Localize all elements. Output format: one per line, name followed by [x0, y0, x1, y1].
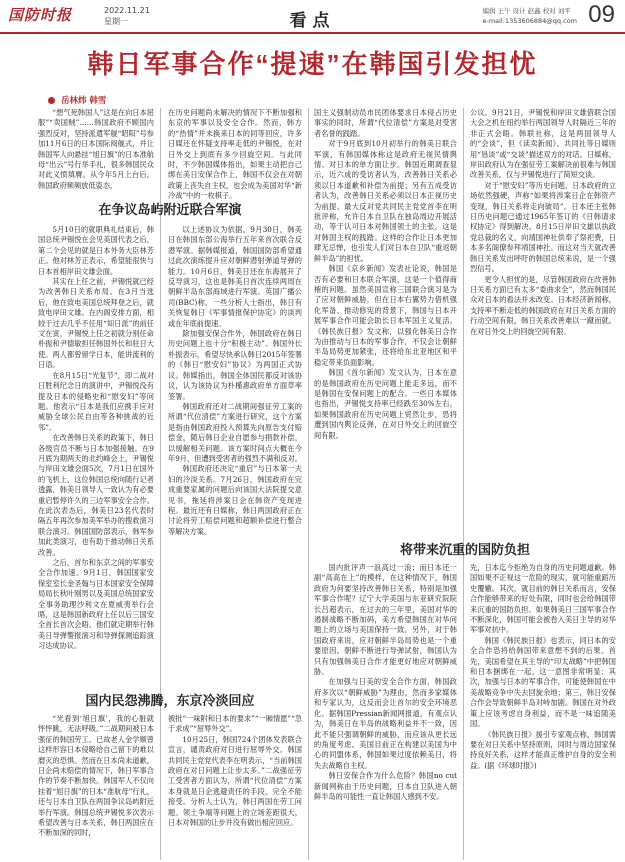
section1-paragraph: 韩国政府还决定“重启”与日本第一夫妇的冷淡关系。7月26日，韩国政府在完成重要家属的问题后向该国大法院提交意见书，拖延将涉案日企在韩资产变现进程。最近还有日媒称，韩日两国政府正在讨论将劳工赔偿问题和超额补偿进行整合等解决方案。	[168, 464, 302, 536]
newspaper-logo: 国防时报	[8, 6, 73, 24]
section3-paragraph: 《韩民族日报》援引专家观点称，韩国需要在对日关系中坚持原则，同时与周边国家保持良好关系，这样才能真正维护自身的安全利益。(据《环球时报》)	[470, 729, 616, 770]
section2-column-a	[38, 714, 154, 858]
column3-paragraph: 韩国《京乡新闻》发表社论说，韩国是否有必要和日本联合军演，这是一个值得商榷的问题。虽然美国宣称三国联合演习是为了应对朝鲜威胁，但在日本右翼势力借机强化军备、推动修宪的背景下，韩国与日本开展军事合作可能会助长日本军国主义复活。《韩民族日报》发文称，以强化韩美日合作为由推动与日本的军事合作，不仅会让朝鲜半岛局势更加紧张，还将给东北亚地区和平稳定带来负面影响。	[314, 264, 457, 367]
section1-paragraph: 其实在上任之前，尹锡悦就已经为改善韩日关系布局。在3月当选后，他在致电美国总统拜登之后，就致电岸田文雄。在内阁安排方面，相较于过去几乎不任用“知日派”的前任文在寅，尹锡悦上任之初就分别任命朴振和尹德敏担任韩国外长和驻日大使。两人都曾留学日本，能讲流利的日语。	[38, 277, 154, 370]
section3-column-a	[314, 563, 457, 858]
byline-bullet-icon	[48, 97, 55, 104]
section2-paragraph: “光看到‘旭日旗’，我的心脏就怦怦跳，无法呼吸。”二战期间被日本强征的韩国劳工、已故老人金学顺曾这样形容日本侵略给自己留下的难以磨灭的恐惧。然而在日本尚未道歉，日企尚未赔偿的情况下，韩日军事合作的节奏不断加快。韩国军人不仅向挂着“旭日旗”的日本“准航母”行礼，还与日本自卫队在两国争议岛屿附近举行军演。韩国总统尹锡悦多次表示希望改善与日本关系，韩日两国应在不断加深的同时，	[38, 714, 154, 838]
section-title-1: 在争议岛屿附近联合军演	[98, 202, 242, 217]
column-rule	[463, 108, 464, 860]
column3-paragraph: 韩国《首尔新闻》发文认为，日本在意的是韩国政府在历史问题上能走多远，而不是韩国在安保问题上的配合。一些日本媒体也指出，尹锡悦支持率已经跌至30%左右，如果韩国政府在历史问题上贸然让步，恐将遭到国内舆论反弹，在对日外交上的回旋空间有限。	[314, 368, 457, 440]
section3-paragraph: 韩日安保合作为什么危险？韩国no cut新闻网称由于历史问题，日本自卫队进入朝鲜半岛的可能性一直让韩国人感到不安。	[314, 771, 457, 801]
section-name: 看点	[289, 11, 336, 31]
byline	[48, 94, 106, 106]
section3-paragraph: 在加强与日美的安全合作方面，韩国政府多次以“朝鲜威胁”为理由，然而多家媒体和专家认为，这反而会让首尔的安全环境恶化。据韩国Pressian新闻网报道，有观点认为，韩美日在半岛的战略利益并不一致，因此不能只强调朝鲜的威胁，而应该从更长远的角度考虑。美国目前正在构建以美国为中心的同盟体系，韩国如果过度依赖美日，将失去战略自主权。	[314, 677, 457, 770]
section1-paragraph: 韩国政府还对二战期间强征劳工案的所谓“代位清偿”方案进行研究，这个方案是指由韩国政府投入预算先向原告支付赔偿金，随后韩日企业自愿参与捐款补偿，以缓解相关问题。该方案时间点大概在今年9月，但遭到受害者的强烈不满和反对。	[168, 401, 302, 463]
section1-paragraph: 在8月15日“光复节”，即二战对日胜利纪念日的演讲中，尹锡悦没有提及日本的侵略史和“慰安妇”等问题。他表示“日本是我们应携手应对威胁全球公民自由等各种挑战的近邻”。	[38, 370, 154, 432]
section1-paragraph: 在改善韩日关系的政策下，韩日各级官员不断与日本加强接触。在9月底为期两天的北约峰会上，尹锡悦与岸田文雄会面5次，7月1日在国外的飞机上，这位韩国总统向随行记者透露，韩美日领导人一致认为有必要重启暂停许久的三边军事安全合作。在此次表态后，韩美日23名代表时隔五年再次参加美军举办的搜救演习联合演习。韩国国防部表示，韩军参加此类演习，也有助于推动韩日关系改善。	[38, 433, 154, 557]
section3-paragraph: 国内批评声一浪高过一浪；而日本还一副“高高在上”的模样，在这种情况下，韩国政府为何要坚持改善韩日关系，特别是加强军事合作呢？辽宁大学美国与东亚研究院院长吕超表示，在过去的三年里，美国对华的遏制战略不断加码，美方希望韩国在对华问题上的立场与美国保持一致。另外，对于韩国政府来说，应对朝鲜半岛局势也是一个重要原因。朝鲜不断进行导弹试射，韩国认为只有加强韩美日合作才能更好地应对朝鲜威胁。	[314, 563, 457, 677]
section2-paragraph: 10月25日，韩国724个团体发表联合宣言，谴责政府对日进行屈辱外交。韩国共同民主党党代表李在明表示，“当前韩国政府在对日问题上让步太多。”二战强征劳工受害者方面认为，所谓“代位清偿”方案本身就是日企逃避责任的手段，完全不能接受。分析人士认为，韩日两国在劳工问题、领土争端等问题上的立场差距很大，日本对韩国的让步并没有做出相应回应。	[168, 734, 302, 828]
column4-paragraph: 对于“慰安妇”等历史问题，日本政府的立场依然强硬，声称“如果将涉案日企在韩资产变现，韩日关系将走向破局”。日本还主张韩日历史问题已通过1965年签订的《日韩请求权协定》得到解决。8月15日岸田文雄以执政党总裁的名义，向靖国神社供奉了祭祀费，日本多名阁僚参拜靖国神社。而这对当天就改善韩日关系发出呼吁的韩国总统来说，是一个强烈信号。	[470, 180, 616, 274]
section1-paragraph: 之后，首尔和东京之间的军事安全合作加速。9月1日，韩国国家安保室室长金圣翰与日本国家安全保障局局长秋叶刚男以及美国总统国家安全事务助理沙利文在夏威夷举行会晤，这是韩国新政府上任以后三国安全首长首次会晤。他们就定期举行韩美日导弹警报演习和导弹探测追踪演习达成协议。	[38, 558, 154, 651]
section2-paragraph: 被批“一味附和日本的要求”“一厢情愿”“急于求成”“屈辱外交”。	[168, 714, 302, 734]
editor-credits	[482, 6, 577, 26]
column-rule	[308, 108, 309, 860]
section1-paragraph: 5月10日的就职典礼结束后，韩国总统尹锡悦在会见美国代表之后，第二个会见的就是日本外务大臣林芳正。他对林芳正表示，希望能很快与日本首相岸田文雄会面。	[38, 225, 154, 276]
section-title-3: 将带来沉重的国防负担	[399, 542, 530, 557]
column4-body	[470, 108, 616, 530]
article-intro	[38, 108, 154, 192]
page-number: 09	[588, 1, 615, 28]
byline-authors: 岳林炜 韩雪	[60, 96, 107, 106]
column4-paragraph: 公议。9月21日，尹锡悦和岸田文雄借联合国大会之机在纽约举行两国领导人时隔近三年的非正式会晤。韩联社称，这是两国领导人的“会谈”，但《读卖新闻》、共同社等日媒则用“恳谈”或“交谈”描述双方的对话。日媒称，岸田政府认为在强征劳工案解决前很难与韩国改善关系，仅与尹锡悦进行了简短交谈。	[470, 108, 616, 180]
section-title-2: 国内民怨沸腾，东京冷淡回应	[85, 693, 255, 708]
editor-email: e-mail:1353606884@qq.com	[482, 17, 577, 25]
section1-paragraph: 以上述协议为依据，9月30日，韩美日在韩国东部公海举行五年来首次联合反潜军演。据韩媒报道，韩国国防部希望通过此次演练提升应对朝鲜潜射弹道导弹的能力。10月6日，韩美日还在东海展开了反导演习，这也是韩美日首次连续两周在朝鲜半岛东部海域进行军演。英国广播公司(BBC)称，一些分析人士指出，韩日有关恢复韩日《军事情报保护协定》的谈判或在年底前提速。	[168, 225, 302, 328]
section3-paragraph: 先，日本迄今拒绝为自身的历史问题道歉。韩国如果不正视这一危险的现实，就可能重蹈历史覆辙。其次，就目前的韩日关系而言，安保合作能够带来的好处有限，同时也会给韩国带来沉重的国防负担。如果韩美日三国军事合作不断深化，韩国可能会被卷入美日主导的对华军事对抗中。	[470, 563, 616, 635]
column-rule	[160, 108, 161, 860]
column3-paragraph: 对于9月底到10月初举行的韩美日联合军演，有韩国媒体称这是政府无视民情舆情、对日本的单方面让步。韩国近期调查显示，近六成的受访者认为，改善韩日关系必须以日本道歉和补偿为前提；另有五成受访者认为，改善韩日关系必须以日本正视历史为前提。最大反对党共同民主党党首李在明批评称，允许日本自卫队在独岛周边开展活动，等于认可日本对韩国领土的主张，这是对韩国主权的践踏。这样的合作让日本更加肆无忌惮，也引发人们对日本自卫队“重返朝鲜半岛”的担忧。	[314, 139, 457, 263]
column4-paragraph: 更令人担忧的是，尽管韩国政府在改善韩日关系方面已有太多“委曲求全”，然而韩国民众对日本的看法并未改变。日本经济新闻称，支持率不断走低的韩国政府在对日关系方面的行动空间有限，韩日关系改善难以一蹴而就。在对日外交上的回旋空间有限。	[470, 274, 616, 336]
column3-paragraph: 国主义强制动员市民团体要求日本侵占历史事实的同时，所谓“代位清偿”方案是对受害者名誉的践踏。	[314, 108, 457, 138]
section3-paragraph: 韩国《韩民族日报》也表示，同日本的安全合作恐将给韩国带来意想不到的后果。首先，美国希望在其主导的“印太战略”中把韩国和日本捆绑在一起，这一意图非常明显；其次，加强与日本的军事合作，可能使韩国在中美战略竞争中失去回旋余地；第三，韩日安保合作会导致朝鲜半岛对峙加剧。韩国在对外政策上应该考虑自身利益，而不是一味追随美国。	[470, 635, 616, 729]
article-headline: 韩日军事合作“提速”在韩国引发担忧	[87, 49, 538, 79]
section1-column-b	[168, 225, 302, 683]
intro-paragraph: “想气死韩国人”这是在向日本屈服”“卖国贼”……韩国政府不顾国内强烈反对，坚持派遣军舰“昭阳”号参加11月6日的日本国际阅舰式，并让韩国军人向悬挂“旭日旗”的日本准航母“出云”号行举手礼，很多韩国民众对此义愤填膺。从今年5月上台后，韩国政府频频放低姿态，	[38, 108, 154, 190]
section1-column-a	[38, 225, 154, 683]
editor-line: 编辑 王午 设计 赵鑫 校对 刘平	[482, 7, 571, 15]
issue-date: 2022.11.21	[104, 6, 150, 15]
section1-paragraph: 除加强安保合作外，韩国政府在韩日历史问题上也十分“积极主动”。韩国外长朴振表示，希望尽快承认韩日2015年签署的《韩日“慰安妇”协议》为两国正式协议。韩媒指出，韩国全体国民都反对该协议，认为该协议为朴槿惠政府单方面草率签署。	[168, 329, 302, 401]
issue-weekday: 星期一	[104, 17, 128, 26]
intro-paragraph: 在历史问题尚未解决的情况下不断加强和东京的军事以及安全合作。然而，韩方的“热情”并未换来日本的同等回应，许多日媒还在怀疑支持率走低的尹锡悦，在对日外交上到底有多少回旋空间。与此同时，不少韩国媒体指出，如果主动把自己绑在美日安保合作上，韩国不仅会在对朝政策上丧失自主权，也会成为美国对华“新冷战”中的一枚棋子。	[168, 108, 302, 201]
section2-column-b	[168, 714, 302, 858]
masthead	[0, 0, 625, 34]
article-intro-continued	[168, 108, 302, 201]
section3-column-b	[470, 563, 616, 858]
column3-body	[314, 108, 457, 530]
